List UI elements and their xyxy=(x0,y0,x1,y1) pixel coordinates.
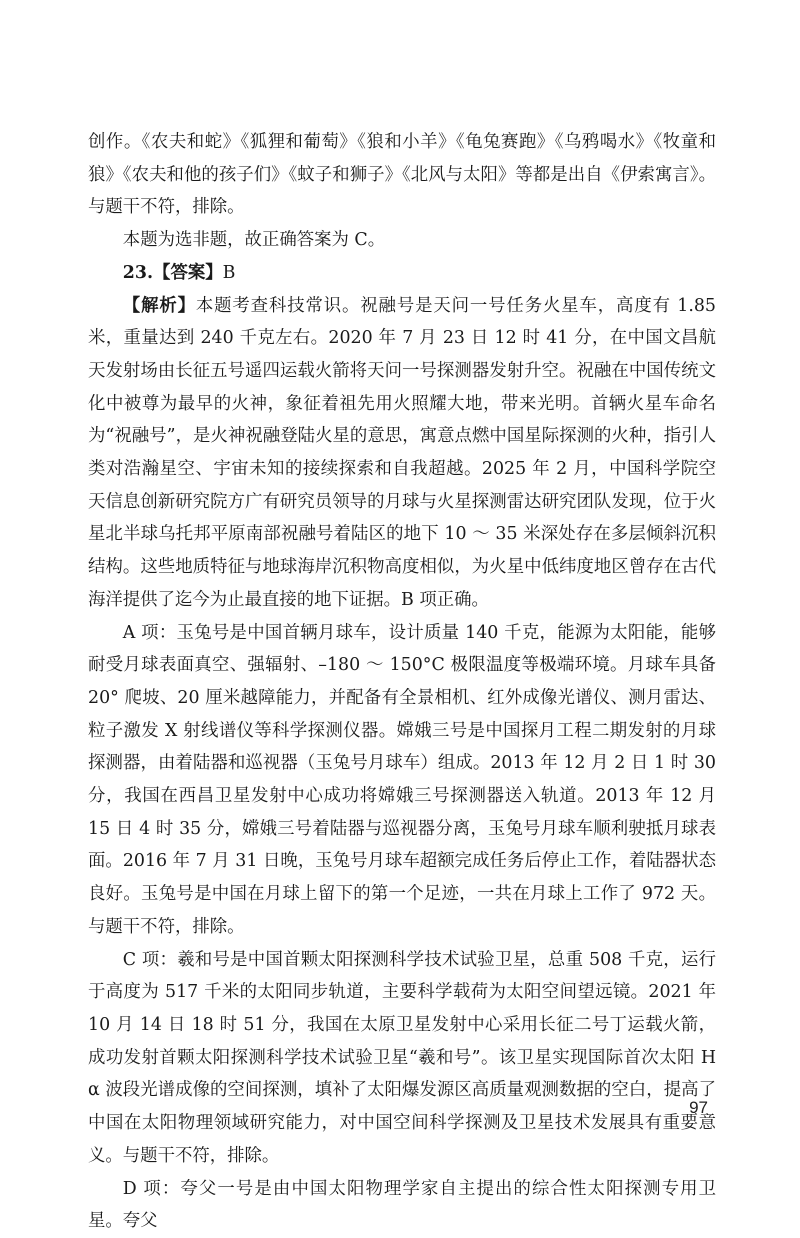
answer-label: 23.【答案】 xyxy=(122,262,223,283)
paragraph-text: C 项：羲和号是中国首颗太阳探测科学技术试验卫星，总重 508 千克，运行于高度为 517 千米的太阳同步轨道，主要科学载荷为太阳空间望远镜。2021 年 10 月 14 日 18 时 51 分，我国在太原卫星发射中心采用长征二号丁运载火箭，成功发射首颗太阳探测科学技术试验卫星“羲和号”。该卫星实现国际首次太阳 H α 波段光谱成像的空间探测，填补了太阳爆发源区高质量观测数据的空白，提高了中国在太阳物理领域研究能力，对中国空间科学探测及卫星技术发展具有重要意义。与题干不符，排除。 xyxy=(88,949,716,1166)
analysis-label: 【解析】 xyxy=(122,295,196,316)
analysis-paragraph xyxy=(88,290,716,617)
paragraph-text: 本题考查科技常识。祝融号是天问一号任务火星车，高度有 1.85 米，重量达到 240 千克左右。2020 年 7 月 23 日 12 时 41 分，在中国文昌航天发射场由长征五号遥四运载火箭将天问一号探测器发射升空。祝融在中国传统文化中被尊为最早的火神，象征着祖先用火照耀大地，带来光明。首辆火星车命名为“祝融号”，是火神祝融登陆火星的意思，寓意点燃中国星际探测的火种，指引人类对浩瀚星空、宇宙未知的接续探索和自我超越。2025 年 2 月，中国科学院空天信息创新研究院方广有研究员领导的月球与火星探测雷达研究团队发现，位于火星北半球乌托邦平原南部祝融号着陆区的地下 10 ～ 35 米深处存在多层倾斜沉积结构。这些地质特征与地球海岸沉积物高度相似，为火星中低纬度地区曾存在古代海洋提供了迄今为止最直接的地下证据。B 项正确。 xyxy=(88,295,716,610)
answer-line xyxy=(88,257,716,290)
option-c-paragraph xyxy=(88,944,716,1173)
paragraph-continuation xyxy=(88,126,716,224)
paragraph-text: A 项：玉兔号是中国首辆月球车，设计质量 140 千克，能源为太阳能，能够耐受月球表面真空、强辐射、–180 ～ 150°C 极限温度等极端环境。月球车具备 20° 爬坡、20 厘米越障能力，并配备有全景相机、红外成像光谱仪、测月雷达、粒子激发 X 射线谱仪等科学探测仪器。嫦娥三号是中国探月工程二期发射的月球探测器，由着陆器和巡视器（玉兔号月球车）组成。2013 年 12 月 2 日 1 时 30 分，我国在西昌卫星发射中心成功将嫦娥三号探测器送入轨道。2013 年 12 月 15 日 4 时 35 分，嫦娥三号着陆器与巡视器分离，玉兔号月球车顺利驶抵月球表面。2016 年 7 月 31 日晚，玉兔号月球车超额完成任务后停止工作，着陆器状态良好。玉兔号是中国在月球上留下的第一个足迹，一共在月球上工作了 972 天。与题干不符，排除。 xyxy=(88,622,716,937)
body-text xyxy=(88,126,716,1238)
paragraph-text: D 项：夸父一号是由中国太阳物理学家自主提出的综合性太阳探测专用卫星。夸父 xyxy=(88,1178,716,1232)
option-a-paragraph xyxy=(88,617,716,944)
answer-value: B xyxy=(222,262,236,283)
paragraph-text: 本题为选非题，故正确答案为 C。 xyxy=(122,230,386,251)
paragraph-text: 创作。《农夫和蛇》《狐狸和葡萄》《狼和小羊》《龟兔赛跑》《乌鸦喝水》《牧童和狼》《农夫和他的孩子们》《蚊子和狮子》《北风与太阳》等都是出自《伊索寓言》。与题干不符，排除。 xyxy=(88,132,716,218)
page-number: 97 xyxy=(689,1098,708,1117)
option-d-paragraph xyxy=(88,1173,716,1238)
paragraph-conclusion xyxy=(88,224,716,257)
